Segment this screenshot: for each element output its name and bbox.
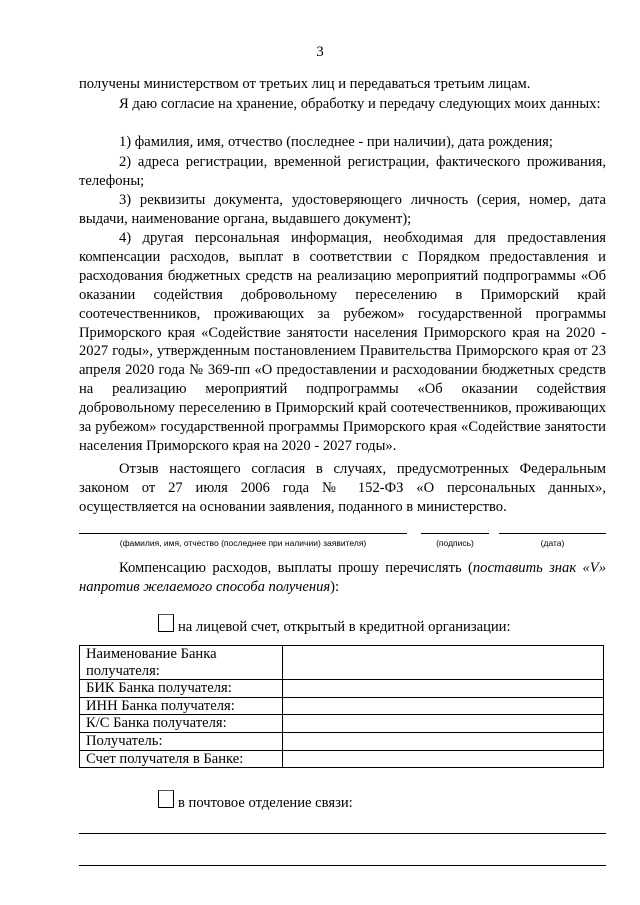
paragraph-revocation: Отзыв настоящего согласия в случаях, предусмотренных Федеральным законом от 27 июля 2006 года № 152-ФЗ «О персональных данных», осуществляется на основании заявления, поданного в министерство.	[79, 461, 606, 515]
post-office-option-label: в почтовое отделение связи:	[178, 795, 353, 811]
table-row	[80, 646, 604, 680]
recipient-field[interactable]	[283, 732, 604, 750]
table-row	[80, 680, 604, 698]
table-row	[80, 750, 604, 768]
account-label: Счет получателя в Банке:	[80, 750, 283, 768]
list-item-address: 2) адреса регистрации, временной регистрации, фактического проживания, телефоны;	[79, 154, 606, 189]
list-item-other-info: 4) другая персональная информация, необходимая для предоставления компенсации расходов, выплат в соответствии с Порядком предоставления и расходования бюджетных средств на реализацию мероприятий подпрограммы «Об оказании содействия добровольному переселению в Приморский край соотечественников, проживающих за рубежом» государственной программы Приморского края «Содействие занятости населения Приморского края на 2020 - 2027 годы», утвержденным постановлением Правительства Приморского края от 23 апреля 2020 года № 369-пп «О предоставлении и расходовании бюджетных средств на реализацию мероприятий подпрограммы «Об оказании содействия добровольному переселению в Приморский край соотечественников, проживающих за рубежом» государственной программы Приморского края «Содействие занятости населения Приморского края на 2020 - 2027 годы».	[79, 230, 606, 454]
table-row	[80, 697, 604, 715]
table-row	[80, 732, 604, 750]
payment-instruction: поставить знак «V» напротив желаемого способа получения	[79, 560, 606, 595]
paragraph-continuation: получены министерством от третьих лиц и передаваться третьим лицам.	[79, 76, 531, 92]
bik-field[interactable]	[283, 680, 604, 698]
paragraph-consent: Я даю согласие на хранение, обработку и передачу следующих моих данных:	[119, 96, 601, 112]
payment-intro-end: ):	[330, 578, 340, 595]
inn-field[interactable]	[283, 697, 604, 715]
ks-field[interactable]	[283, 715, 604, 733]
signature-date-line[interactable]	[499, 533, 606, 534]
payment-request	[79, 559, 606, 597]
list-item-name: 1) фамилия, имя, отчество (последнее - при наличии), дата рождения;	[119, 134, 553, 150]
account-field[interactable]	[283, 750, 604, 768]
bank-account-option-label: на лицевой счет, открытый в кредитной организации:	[178, 619, 511, 635]
bank-name-field[interactable]	[283, 646, 604, 680]
table-row	[80, 715, 604, 733]
bank-details-table	[79, 645, 604, 768]
signature-sign-line[interactable]	[421, 533, 489, 534]
address-line-1[interactable]	[79, 833, 606, 834]
page-number: 3	[316, 44, 324, 60]
bank-name-label: Наименование Банка получателя:	[80, 646, 283, 680]
bank-account-checkbox[interactable]	[158, 614, 174, 632]
address-line-2[interactable]	[79, 865, 606, 866]
list-item-document: 3) реквизиты документа, удостоверяющего личность (серия, номер, дата выдачи, наименование органа, выдавшего документ);	[79, 192, 606, 227]
ks-label: К/С Банка получателя:	[80, 715, 283, 733]
payment-intro: Компенсацию расходов, выплаты прошу перечислять (	[119, 560, 473, 576]
recipient-label: Получатель:	[80, 732, 283, 750]
date-caption: (дата)	[540, 538, 565, 548]
post-office-checkbox[interactable]	[158, 790, 174, 808]
signature-name-line[interactable]	[79, 533, 407, 534]
sign-caption: (подпись)	[436, 538, 474, 548]
name-caption: (фамилия, имя, отчество (последнее при наличии) заявителя)	[119, 538, 367, 548]
bik-label: БИК Банка получателя:	[80, 680, 283, 698]
inn-label: ИНН Банка получателя:	[80, 697, 283, 715]
